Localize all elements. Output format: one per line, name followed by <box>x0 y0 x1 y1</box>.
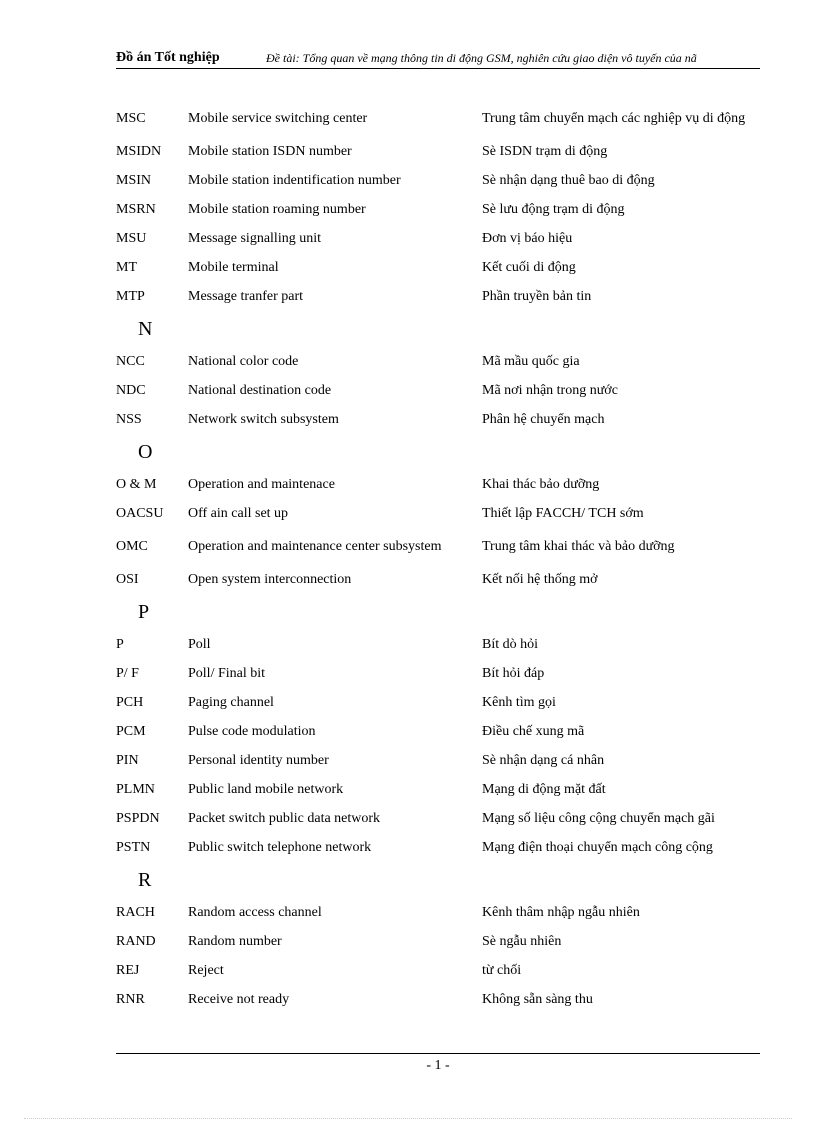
english-term-cell: National color code <box>188 353 299 369</box>
english-term-cell: Off ain call set up <box>188 505 289 521</box>
vietnamese-term-cell: Trung tâm khai thác và bảo dưỡng <box>482 538 675 554</box>
vietnamese-term-cell: Sè ISDN trạm di động <box>482 143 608 159</box>
abbreviation-cell: REJ <box>116 962 140 978</box>
vietnamese-term-cell: Mã mầu quốc gia <box>482 353 580 369</box>
abbreviation-cell: NDC <box>116 382 146 398</box>
table-row <box>116 898 760 927</box>
vietnamese-term-cell: Phân hệ chuyển mạch <box>482 411 605 427</box>
english-term-cell: Reject <box>188 962 224 978</box>
abbreviation-cell: NCC <box>116 353 145 369</box>
table-row <box>116 956 760 985</box>
table-row <box>116 137 760 166</box>
page-header <box>116 50 760 69</box>
table-row <box>116 224 760 253</box>
english-term-cell: Operation and maintenace <box>188 476 335 492</box>
table-row <box>116 775 760 804</box>
abbreviation-cell: MT <box>116 259 137 275</box>
abbreviation-cell: MSC <box>116 110 146 126</box>
page-number: - 1 - <box>426 1058 450 1073</box>
vietnamese-term-cell: Đơn vị báo hiệu <box>482 230 573 246</box>
english-term-cell: Poll <box>188 636 211 652</box>
abbreviation-cell: RAND <box>116 933 156 949</box>
english-term-cell: Mobile terminal <box>188 259 279 275</box>
abbreviation-cell: MSU <box>116 230 147 246</box>
table-row <box>116 833 760 862</box>
english-term-cell: Receive not ready <box>188 991 290 1007</box>
table-row <box>116 565 760 594</box>
section-letter: O <box>138 441 153 463</box>
vietnamese-term-cell: Bít dò hỏi <box>482 636 539 652</box>
english-term-cell: Public land mobile network <box>188 781 344 797</box>
english-term-cell: Public switch telephone network <box>188 839 372 855</box>
english-term-cell: Personal identity number <box>188 752 329 768</box>
table-row <box>116 195 760 224</box>
footer-divider <box>116 1053 760 1054</box>
abbreviation-cell: OMC <box>116 538 148 554</box>
vietnamese-term-cell: Mạng di động mặt đất <box>482 781 606 797</box>
abbreviation-list <box>116 100 760 1014</box>
abbreviation-cell: O & M <box>116 476 157 492</box>
section-letter: N <box>138 318 153 340</box>
vietnamese-term-cell: Kết nối hệ thống mở <box>482 571 598 587</box>
vietnamese-term-cell: Thiết lập FACCH/ TCH sớm <box>482 505 644 521</box>
english-term-cell: Open system interconnection <box>188 571 352 587</box>
abbreviation-cell: MSRN <box>116 201 156 217</box>
vietnamese-term-cell: Phần truyền bản tin <box>482 288 592 304</box>
table-row <box>116 499 760 528</box>
table-row <box>116 659 760 688</box>
abbreviation-cell: MTP <box>116 288 145 304</box>
abbreviation-table <box>116 100 760 1014</box>
english-term-cell: National destination code <box>188 382 332 398</box>
vietnamese-term-cell: từ chối <box>482 962 522 978</box>
abbreviation-cell: PCH <box>116 694 144 710</box>
abbreviation-cell: P/ F <box>116 665 139 681</box>
english-term-cell: Random access channel <box>188 904 322 920</box>
english-term-cell: Mobile station indentification number <box>188 172 401 188</box>
abbreviation-cell: RACH <box>116 904 155 920</box>
vietnamese-term-cell: Sè ngẫu nhiên <box>482 933 562 949</box>
abbreviation-cell: PCM <box>116 723 146 739</box>
section-letter-row <box>116 594 760 630</box>
abbreviation-cell: OACSU <box>116 505 164 521</box>
abbreviation-cell: PLMN <box>116 781 155 797</box>
table-row <box>116 166 760 195</box>
english-term-cell: Random number <box>188 933 282 949</box>
table-row <box>116 347 760 376</box>
english-term-cell: Packet switch public data network <box>188 810 381 826</box>
abbreviation-cell: P <box>116 636 124 652</box>
table-row <box>116 253 760 282</box>
table-row <box>116 376 760 405</box>
table-row <box>116 405 760 434</box>
abbreviation-cell: MSIN <box>116 172 152 188</box>
vietnamese-term-cell: Khai thác bảo dưỡng <box>482 476 600 492</box>
header-thesis-label: Đồ án Tốt nghiệp <box>116 50 220 65</box>
section-letter-row <box>116 311 760 347</box>
english-term-cell: Operation and maintenance center subsystem <box>188 538 442 554</box>
vietnamese-term-cell: Bít hỏi đáp <box>482 665 545 681</box>
abbreviation-cell: PSTN <box>116 839 151 855</box>
vietnamese-term-cell: Trung tâm chuyển mạch các nghiệp vụ di động <box>482 110 746 126</box>
abbreviation-cell: OSI <box>116 571 139 587</box>
vietnamese-term-cell: Sè nhận dạng cá nhân <box>482 752 605 768</box>
table-row <box>116 282 760 311</box>
table-row <box>116 630 760 659</box>
page-bottom-edge <box>24 1118 792 1119</box>
table-row <box>116 717 760 746</box>
english-term-cell: Mobile station roaming number <box>188 201 366 217</box>
english-term-cell: Paging channel <box>188 694 274 710</box>
abbreviation-cell: RNR <box>116 991 145 1007</box>
section-letter: P <box>138 601 150 623</box>
english-term-cell: Mobile service switching center <box>188 110 368 126</box>
table-row <box>116 528 760 565</box>
vietnamese-term-cell: Mạng điện thoại chuyển mạch công cộng <box>482 839 713 855</box>
abbreviation-cell: PIN <box>116 752 139 768</box>
vietnamese-term-cell: Sè lưu động trạm di động <box>482 201 625 217</box>
english-term-cell: Pulse code modulation <box>188 723 316 739</box>
vietnamese-term-cell: Mã nơi nhận trong nước <box>482 382 618 398</box>
section-letter-row <box>116 862 760 898</box>
vietnamese-term-cell: Điều chế xung mã <box>482 723 585 739</box>
table-row <box>116 927 760 956</box>
english-term-cell: Message signalling unit <box>188 230 321 246</box>
header-topic-title: Đề tài: Tổng quan về mạng thông tin di động GSM, nghiên cứu giao diện vô tuyến của nã <box>266 51 697 65</box>
table-row <box>116 804 760 833</box>
vietnamese-term-cell: Kết cuối di động <box>482 259 576 275</box>
vietnamese-term-cell: Mạng số liệu công cộng chuyển mạch gãi <box>482 810 715 826</box>
abbreviation-cell: MSIDN <box>116 143 162 159</box>
section-letter-row <box>116 434 760 470</box>
vietnamese-term-cell: Kênh tìm gọi <box>482 694 556 710</box>
table-row <box>116 100 760 137</box>
table-row <box>116 746 760 775</box>
table-row <box>116 985 760 1014</box>
english-term-cell: Message tranfer part <box>188 288 304 304</box>
vietnamese-term-cell: Không sẵn sàng thu <box>482 991 593 1007</box>
vietnamese-term-cell: Kênh thâm nhập ngẫu nhiên <box>482 904 640 920</box>
vietnamese-term-cell: Sè nhận dạng thuê bao di động <box>482 172 655 188</box>
abbreviation-cell: NSS <box>116 411 142 427</box>
abbreviation-table-body <box>116 100 760 1014</box>
table-row <box>116 688 760 717</box>
table-row <box>116 470 760 499</box>
english-term-cell: Mobile station ISDN number <box>188 143 352 159</box>
english-term-cell: Network switch subsystem <box>188 411 339 427</box>
english-term-cell: Poll/ Final bit <box>188 665 266 681</box>
section-letter: R <box>138 869 152 891</box>
abbreviation-cell: PSPDN <box>116 810 160 826</box>
